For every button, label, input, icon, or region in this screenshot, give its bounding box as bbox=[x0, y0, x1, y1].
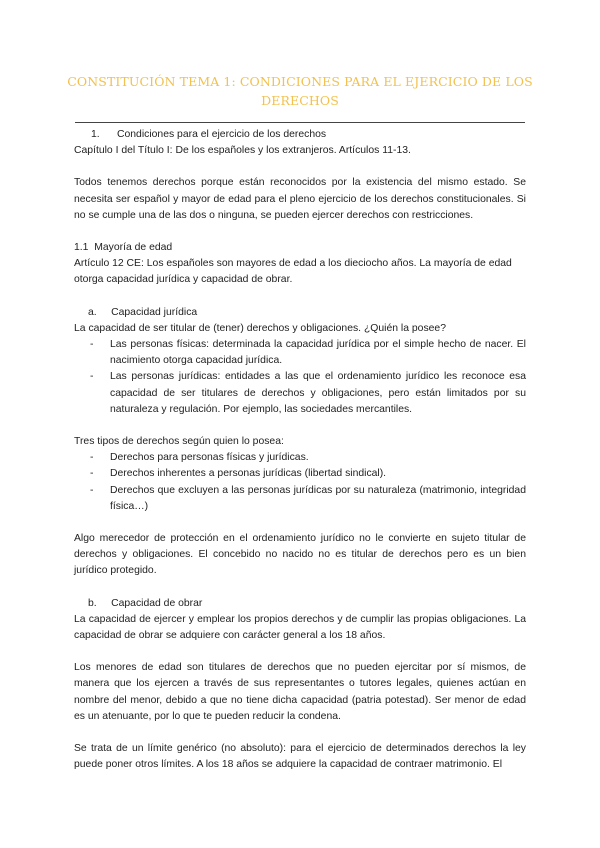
persons-list bbox=[74, 337, 526, 418]
intro-paragraph: Todos tenemos derechos porque están reconocidos por la existencia del mismo estado. Se necesita ser español y mayor de edad para el pleno ejercicio de los derechos constitucionales. Si no se cumple una de las dos o ninguna, se pueden ejercer derechos con restricciones. bbox=[74, 177, 526, 221]
subsection-heading-b: b. Capacidad de obrar bbox=[88, 597, 203, 609]
chapter-reference: Capítulo I del Título I: De los españoles y los extranjeros. Artículos 11-13. bbox=[74, 145, 411, 157]
tres-tipos-paragraph: Tres tipos de derechos según quien lo posea: bbox=[74, 436, 284, 448]
document-title: CONSTITUCIÓN TEMA 1: CONDICIONES PARA EL EJERCICIO DE LOS DERECHOS bbox=[67, 74, 533, 108]
list-item: - Derechos para personas físicas y jurídicas. bbox=[90, 452, 309, 464]
subsection-heading-a: a. Capacidad jurídica bbox=[88, 306, 198, 318]
subsection-heading: 1.1 Mayoría de edad bbox=[74, 242, 173, 254]
menores-paragraph: Los menores de edad son titulares de derechos que no pueden ejercitar por sí mismos, de manera que los ejercen a través de sus representantes o tutores legales, quienes actúan en nombre del menor, debido a que no tiene dicha capacidad (patria potestad). Ser menor de edad es un atenuante, por lo que te pueden reducir la condena. bbox=[74, 662, 526, 722]
capacidad-obrar-paragraph: La capacidad de ejercer y emplear los propios derechos y de cumplir las propias obligaciones. La capacidad de obrar se adquiere con carácter general a los 18 años. bbox=[74, 613, 526, 642]
list-item: - Derechos inherentes a personas jurídicas (libertad sindical). bbox=[90, 468, 387, 480]
list-item: - Las personas físicas: determinada la capacidad jurídica por el simple hecho de nacer. El nacimiento otorga capacidad jurídica. bbox=[90, 339, 526, 367]
capacidad-juridica-paragraph: La capacidad de ser titular de (tener) derechos y obligaciones. ¿Quién la posee? bbox=[74, 322, 446, 334]
article-paragraph: Artículo 12 CE: Los españoles son mayores de edad a los dieciocho años. La mayoría de edad otorga capacidad jurídica y capacidad de obrar. bbox=[74, 258, 512, 286]
section-heading: 1. Condiciones para el ejercicio de los derechos bbox=[91, 129, 327, 140]
proteccion-paragraph: Algo merecedor de protección en el ordenamiento jurídico no le convierte en sujeto titular de derechos y obligaciones. El concebido no nacido no es titular de derechos pero es un bien jurídico protegido. bbox=[74, 533, 526, 577]
list-item: - Derechos que excluyen a las personas jurídicas por su naturaleza (matrimonio, integridad física…) bbox=[90, 484, 526, 512]
list-item: - Las personas jurídicas: entidades a las que el ordenamiento jurídico les reconoce esa capacidad de ser titulares de derechos y obligaciones, pero están limitados por su naturaleza y regulación. Por ejemplo, las sociedades mercantiles. bbox=[90, 371, 526, 415]
document-body bbox=[74, 127, 526, 774]
title-divider bbox=[75, 122, 525, 123]
limite-paragraph: Se trata de un límite genérico (no absoluto): para el ejercicio de determinados derechos la ley puede poner otros límites. A los 18 años se adquiere la capacidad de contraer matrimonio. El bbox=[74, 743, 526, 771]
rights-types-list bbox=[74, 450, 526, 515]
